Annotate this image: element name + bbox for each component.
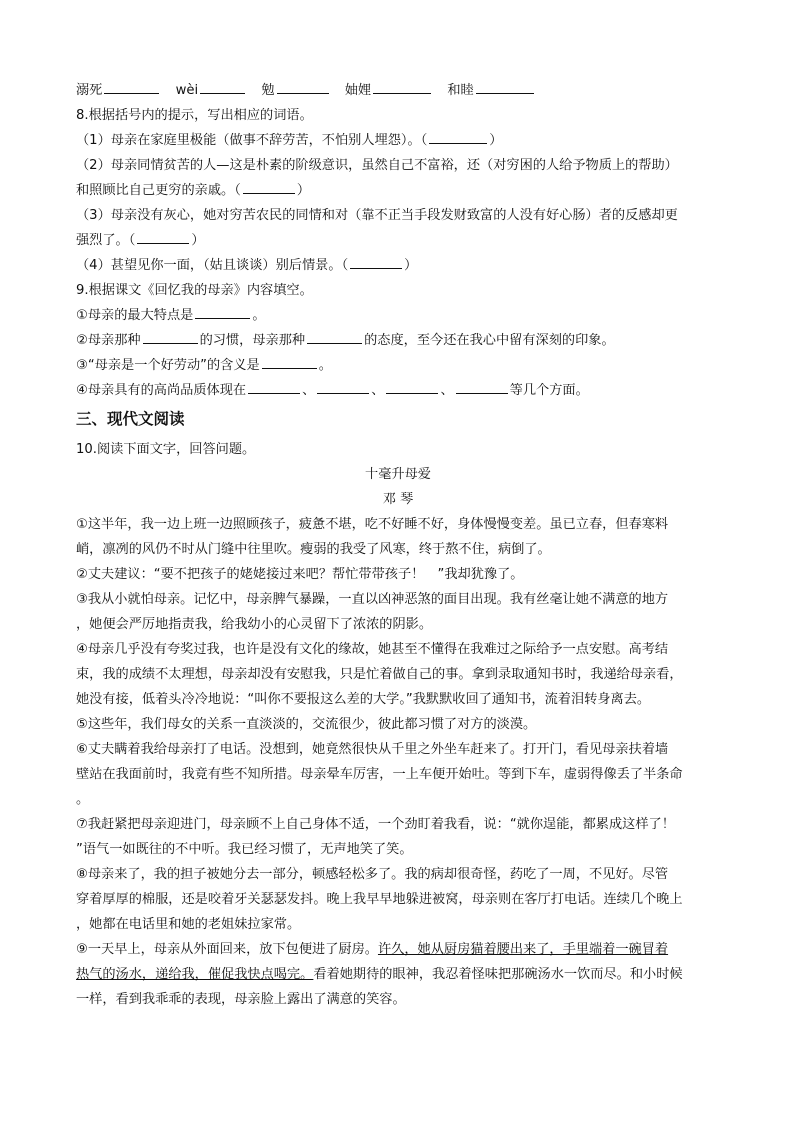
q8-title: 8.根据括号内的提示，写出相应的词语。 xyxy=(76,108,313,123)
answer-blank[interactable] xyxy=(277,79,329,94)
answer-blank[interactable] xyxy=(243,179,295,194)
q8-item-2: （2）母亲同情贫苦的人—这是朴素的阶级意识，虽然自己不富裕，还（对穷困的人给予物质上的帮助） xyxy=(76,158,678,173)
answer-blank[interactable] xyxy=(137,229,189,244)
vocab-item: 溺死 xyxy=(76,78,161,103)
q9-title: 9.根据课文《回忆我的母亲》内容填空。 xyxy=(76,283,313,298)
document-content xyxy=(76,78,720,1012)
q8-item-3: （3）母亲没有灰心，她对穷苦农民的同情和对（靠不正当手段发财致富的人没有好心肠）者的反感却更 xyxy=(76,208,678,223)
answer-blank[interactable] xyxy=(143,329,198,344)
answer-blank[interactable] xyxy=(386,379,438,394)
article-line: ⑨一天早上，母亲从外面回来，放下包便进了厨房。许久，她从厨房猫着腰出来了，手里端着一碗冒着 xyxy=(76,942,669,957)
q8-item-4: （4）甚望见你一面，（姑且谈谈）别后情景。（ ） xyxy=(76,253,720,278)
article-line: ②丈夫建议：“要不把孩子的姥姥接过来吧？帮忙带带孩子！ ”我却犹豫了。 xyxy=(76,567,524,582)
answer-blank[interactable] xyxy=(195,304,250,319)
q9-item-2: ②母亲那种 的习惯，母亲那种 的态度，至今还在我心中留有深刻的印象。 xyxy=(76,328,720,353)
q9-item-4: ④母亲具有的高尚品质体现在 、 、 、 等几个方面。 xyxy=(76,378,720,403)
answer-blank[interactable] xyxy=(104,79,159,94)
article-line: ⑦我赶紧把母亲迎进门，母亲顾不上自己身体不适，一个劲盯着我看，说：“就你逞能，都累成这样了！ xyxy=(76,817,675,832)
answer-blank[interactable] xyxy=(200,79,245,94)
vocab-item: 勉 xyxy=(261,78,330,103)
vocab-item: 和睦 xyxy=(447,78,535,103)
article-line: ⑤这些年，我们母女的关系一直淡淡的，交流很少，彼此都习惯了对方的淡漠。 xyxy=(76,717,537,732)
answer-blank[interactable] xyxy=(429,129,487,144)
article-line: ⑧母亲来了，我的担子被她分去一部分，顿感轻松多了。我的病却很奇怪，药吃了一周，不见好。尽管 xyxy=(76,867,669,882)
article-line: 壁站在我面前时，我竟有些不知所措。母亲晕车厉害，一上车便开始吐。等到下车，虚弱得像丢了半条命 xyxy=(76,767,683,782)
vocab-item: 妯娌 xyxy=(345,78,433,103)
answer-blank[interactable] xyxy=(317,379,369,394)
article-author: 邓 琴 xyxy=(382,492,414,507)
q8-item-1: （1）母亲在家庭里极能（做事不辞劳苦，不怕别人埋怨）。（ ） xyxy=(76,128,720,153)
underlined-sentence: 许久，她从厨房猫着腰出来了，手里端着一碗冒着 xyxy=(377,942,669,957)
q9-item-1: ①母亲的最大特点是 。 xyxy=(76,303,720,328)
section-heading: 三、现代文阅读 xyxy=(76,410,185,428)
article-line: 一样，看到我乖乖的表现，母亲脸上露出了满意的笑容。 xyxy=(76,992,406,1007)
article-line: ④母亲几乎没有夸奖过我，也许是没有文化的缘故，她甚至不懂得在我难过之际给予一点安慰。高考结 xyxy=(76,642,669,657)
article-line: ，她都在电话里和她的老姐妹拉家常。 xyxy=(76,917,301,932)
q9-item-3: ③“母亲是一个好劳动”的含义是 。 xyxy=(76,353,720,378)
q10-title: 10.阅读下面文字，回答问题。 xyxy=(76,442,256,457)
article-line: ①这半年，我一边上班一边照顾孩子，疲惫不堪，吃不好睡不好，身体慢慢变差。虽已立春，但春寒料 xyxy=(76,517,669,532)
q8-item-3-cont: 强烈了。（ ） xyxy=(76,228,720,253)
article-line: 热气的汤水，递给我，催促我快点喝完。看着她期待的眼神，我忍着怪味把那碗汤水一饮而尽。和小时候 xyxy=(76,967,683,982)
article-line: ，她便会严厉地指责我，给我幼小的心灵留下了浓浓的阴影。 xyxy=(76,617,433,632)
q8-item-2-cont: 和照顾比自己更穷的亲戚。（ ） xyxy=(76,178,720,203)
answer-blank[interactable] xyxy=(456,379,508,394)
article-line: ⑥丈夫瞒着我给母亲打了电话。没想到，她竟然很快从千里之外坐车赶来了。打开门，看见母亲扶着墙 xyxy=(76,742,669,757)
answer-blank[interactable] xyxy=(248,379,300,394)
vocab-row xyxy=(76,78,720,103)
article-line: ”语气一如既往的不中听。我已经习惯了，无声地笑了笑。 xyxy=(76,842,413,857)
answer-blank[interactable] xyxy=(476,79,534,94)
article-line: 穿着厚厚的棉服，还是咬着牙关瑟瑟发抖。晚上我早早地躲进被窝，母亲则在客厅打电话。连续几个晚上 xyxy=(76,892,683,907)
article-title: 十毫升母爱 xyxy=(365,467,431,482)
article-line: 。 xyxy=(76,792,90,807)
article-line: 峭，凛冽的风仍不时从门缝中往里吹。瘦弱的我受了风寒，终于熬不住，病倒了。 xyxy=(76,542,551,557)
article-line: ③我从小就怕母亲。记忆中，母亲脾气暴躁，一直以凶神恶煞的面目出现。我有丝毫让她不满意的地方 xyxy=(76,592,669,607)
article-line: 她没有接，低着头冷冷地说：“叫你不要报这么差的大学。”我默默收回了通知书，流着泪转身离去。 xyxy=(76,692,651,707)
answer-blank[interactable] xyxy=(373,79,431,94)
underlined-sentence: 热气的汤水，递给我，催促我快点喝完。 xyxy=(76,967,314,982)
answer-blank[interactable] xyxy=(262,354,317,369)
answer-blank[interactable] xyxy=(307,329,362,344)
answer-blank[interactable] xyxy=(350,254,402,269)
vocab-item: wèi xyxy=(176,78,248,103)
article-line: 束，我的成绩不太理想，母亲却没有安慰我，只是忙着做自己的事。拿到录取通知书时，我递给母亲看， xyxy=(76,667,683,682)
